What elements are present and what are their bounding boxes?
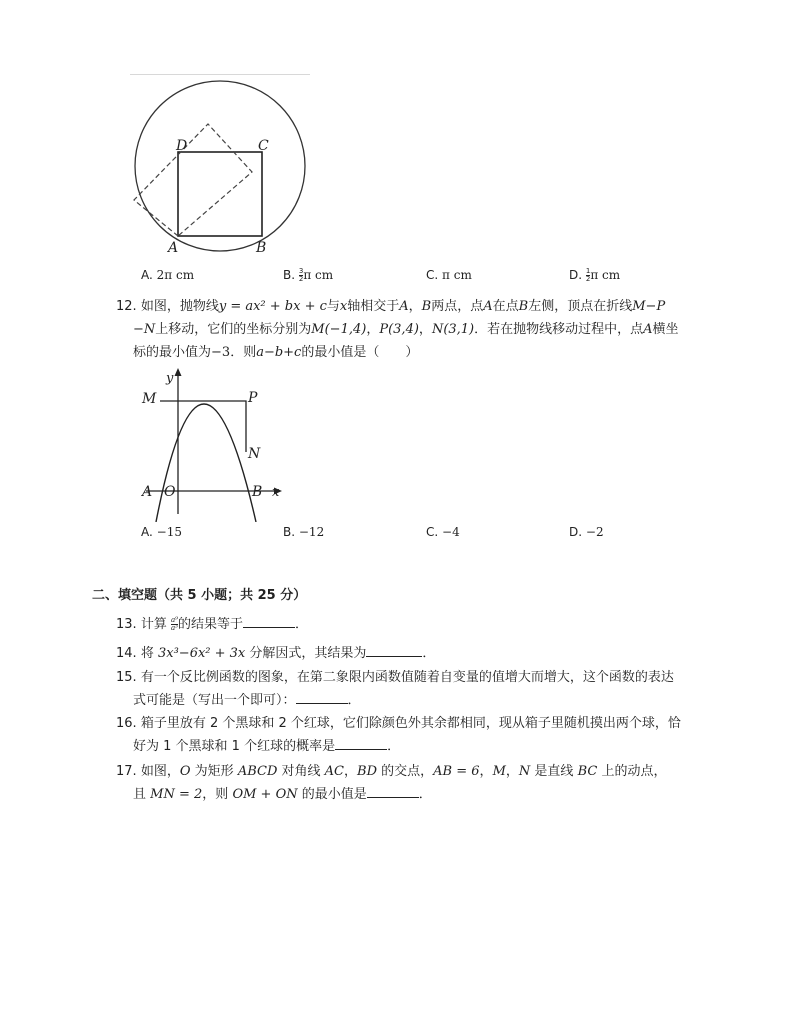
q17-number: 17.: [116, 764, 137, 779]
q13: 13. 计算 $\frac{\text{a⁹}}{\text{a³}}$ 的结果等于 ．: [116, 616, 308, 632]
q16-number: 16.: [116, 716, 137, 731]
q11-square: [178, 152, 262, 236]
q12-line-2: −N上移动，它们的坐标分别为M(−1,4)，P(3,4)，N(3,1)．若在抛物线移动过程中，点A横坐: [133, 322, 679, 337]
q12-label-M: M: [142, 391, 157, 407]
top-rule: [130, 74, 310, 75]
q11-option-b-fraction: $\frac{3}{2}$: [298, 267, 304, 283]
q15-line-2: 式可能是（写出一个即可）： ．: [133, 690, 361, 712]
q17-line-2: 且 MN = 2，则 OM + ON 的最小值是 ．: [133, 784, 432, 806]
q15-answer-blank[interactable]: [296, 690, 348, 704]
q15-line-1: 15. 有一个反比例函数的图象，在第二象限内函数值随着自变量的值增大而增大，这个函数的表达: [116, 670, 674, 685]
q16-line-2: 好为 1 个黑球和 1 个红球的概率是 ．: [133, 736, 400, 758]
q17-answer-blank[interactable]: [367, 784, 419, 798]
q11-circle: [135, 81, 305, 251]
q14-number: 14.: [116, 646, 137, 661]
q13-number: 13.: [116, 617, 137, 632]
q16-line-1: 16. 箱子里放有 2 个黑球和 2 个红球，它们除颜色外其余都相同，现从箱子里随机摸出两个球，恰: [116, 716, 681, 731]
q12-label-P: P: [248, 390, 258, 406]
q11-label-C: C: [258, 138, 269, 154]
q16-answer-blank[interactable]: [335, 736, 387, 750]
q13-fraction: $\frac{\text{a⁹}}{\text{a³}}$: [170, 616, 178, 632]
q12-polyline-mpn: [160, 401, 246, 452]
q11-option-c[interactable]: C. π cm: [426, 268, 472, 282]
q12-figure: [138, 364, 290, 522]
q11-option-d[interactable]: D. $\frac{1}{2}$ π cm: [569, 267, 621, 283]
q12-option-a[interactable]: A. −15: [141, 525, 182, 539]
q11-label-D: D: [176, 138, 188, 154]
q15-number: 15.: [116, 670, 137, 685]
q11-option-a[interactable]: A. 2π cm: [141, 268, 195, 282]
q12-parabola: [156, 404, 256, 522]
q12-label-B: B: [252, 484, 263, 500]
q11-option-b[interactable]: B. $\frac{3}{2}$ π cm: [283, 267, 334, 283]
q12-option-d[interactable]: D. −2: [569, 525, 604, 539]
q12-number: 12.: [116, 299, 137, 314]
q12-label-y: y: [166, 371, 174, 386]
q12-y-arrow: [175, 368, 182, 376]
q17-line-1: 17. 如图，O 为矩形 ABCD 对角线 AC，BD 的交点，AB = 6，M，N 是直线 BC 上的动点，: [116, 764, 667, 779]
section-2-heading: 二、填空题（共 5 小题；共 25 分）: [92, 588, 307, 603]
q12-label-N: N: [248, 446, 261, 462]
q14-answer-blank[interactable]: [366, 643, 422, 657]
q11-label-A: A: [168, 240, 179, 256]
q11-label-B: B: [256, 240, 267, 256]
q14: 14. 将 3x³−6x² + 3x 分解因式，其结果为 ．: [116, 643, 435, 665]
q12-line-3: 标的最小值为−3．则a−b+c的最小值是（ ）: [133, 345, 419, 360]
q12-option-b[interactable]: B. −12: [283, 525, 325, 539]
q12-label-O: O: [164, 484, 176, 500]
q13-answer-blank[interactable]: [243, 614, 295, 628]
q12-label-x: x: [272, 485, 280, 500]
q11-rotated-square: [134, 124, 252, 236]
q11-option-d-fraction: $\frac{1}{2}$: [585, 267, 591, 283]
q12-label-A: A: [142, 484, 153, 500]
q12-line-1: 12. 如图，抛物线y = ax² + bx + c与x轴相交于A，B两点，点A在点B左侧，顶点在折线M−P: [116, 299, 666, 314]
q12-option-c[interactable]: C. −4: [426, 525, 460, 539]
q11-figure: [128, 76, 314, 258]
